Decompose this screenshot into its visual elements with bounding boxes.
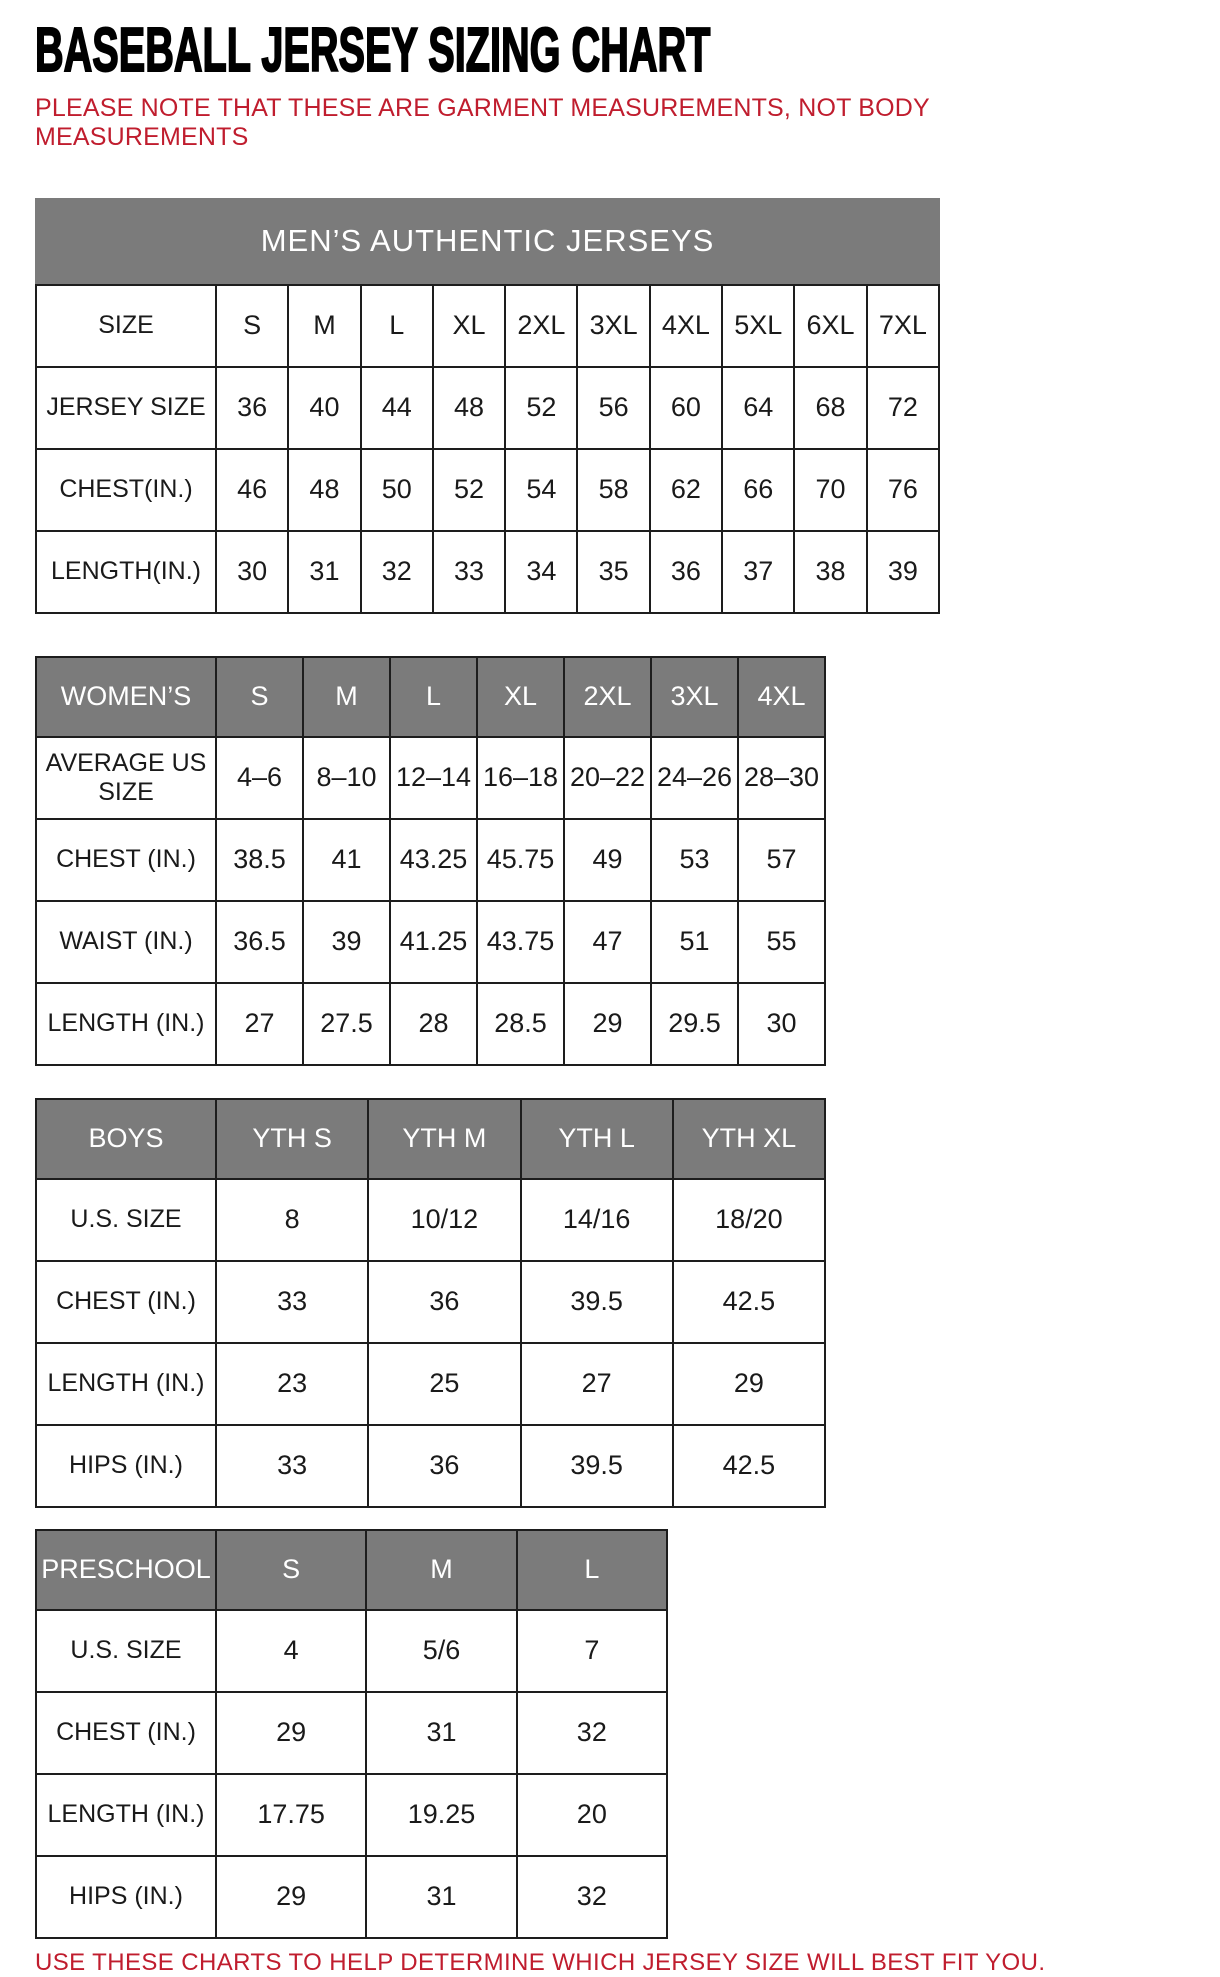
- value-cell: 28.5: [477, 983, 564, 1065]
- preschool-row: [36, 1692, 667, 1774]
- row-label: LENGTH (IN.): [36, 1774, 216, 1856]
- row-label: CHEST (IN.): [36, 1692, 216, 1774]
- value-cell: 8: [216, 1179, 368, 1261]
- value-cell: 43.25: [390, 819, 477, 901]
- row-label: AVERAGE US SIZE: [36, 737, 216, 819]
- value-cell: 24–26: [651, 737, 738, 819]
- value-cell: 25: [368, 1343, 520, 1425]
- value-cell: 4–6: [216, 737, 303, 819]
- preschool-row: [36, 1856, 667, 1938]
- boys-header-label: BOYS: [36, 1099, 216, 1179]
- value-cell: 35: [577, 531, 649, 613]
- value-cell: 38.5: [216, 819, 303, 901]
- value-cell: 52: [505, 367, 577, 449]
- value-cell: 32: [361, 531, 433, 613]
- column-header: M: [366, 1530, 516, 1610]
- mens-row: [36, 285, 939, 367]
- column-header: M: [303, 657, 390, 737]
- preschool-grid: [35, 1529, 668, 1939]
- value-cell: 56: [577, 367, 649, 449]
- value-cell: 42.5: [673, 1261, 825, 1343]
- row-label: U.S. SIZE: [36, 1179, 216, 1261]
- womens-jerseys-table: [35, 656, 826, 1066]
- value-cell: 14/16: [521, 1179, 673, 1261]
- row-label: SIZE: [36, 285, 216, 367]
- value-cell: 45.75: [477, 819, 564, 901]
- value-cell: 4XL: [650, 285, 722, 367]
- womens-row: [36, 901, 825, 983]
- row-label: WAIST (IN.): [36, 901, 216, 983]
- value-cell: 27.5: [303, 983, 390, 1065]
- value-cell: 32: [517, 1856, 667, 1938]
- value-cell: 39.5: [521, 1261, 673, 1343]
- value-cell: M: [288, 285, 360, 367]
- value-cell: 20–22: [564, 737, 651, 819]
- womens-grid: [35, 656, 826, 1066]
- value-cell: 52: [433, 449, 505, 531]
- column-header: 3XL: [651, 657, 738, 737]
- value-cell: 16–18: [477, 737, 564, 819]
- mens-row: [36, 531, 939, 613]
- value-cell: 31: [366, 1692, 516, 1774]
- row-label: CHEST (IN.): [36, 1261, 216, 1343]
- column-header: YTH L: [521, 1099, 673, 1179]
- value-cell: 48: [433, 367, 505, 449]
- value-cell: 70: [794, 449, 866, 531]
- value-cell: 66: [722, 449, 794, 531]
- value-cell: 53: [651, 819, 738, 901]
- value-cell: 39.5: [521, 1425, 673, 1507]
- value-cell: 42.5: [673, 1425, 825, 1507]
- value-cell: 27: [521, 1343, 673, 1425]
- value-cell: 54: [505, 449, 577, 531]
- boys-grid: [35, 1098, 826, 1508]
- value-cell: 32: [517, 1692, 667, 1774]
- value-cell: 58: [577, 449, 649, 531]
- row-label: HIPS (IN.): [36, 1425, 216, 1507]
- womens-row: [36, 983, 825, 1065]
- column-header: L: [390, 657, 477, 737]
- value-cell: 4: [216, 1610, 366, 1692]
- value-cell: 6XL: [794, 285, 866, 367]
- value-cell: 40: [288, 367, 360, 449]
- value-cell: 7XL: [867, 285, 939, 367]
- row-label: LENGTH (IN.): [36, 983, 216, 1065]
- value-cell: 62: [650, 449, 722, 531]
- value-cell: 72: [867, 367, 939, 449]
- value-cell: 20: [517, 1774, 667, 1856]
- value-cell: 29.5: [651, 983, 738, 1065]
- value-cell: L: [361, 285, 433, 367]
- mens-grid: [35, 284, 940, 614]
- value-cell: 48: [288, 449, 360, 531]
- row-label: CHEST(IN.): [36, 449, 216, 531]
- column-header: 4XL: [738, 657, 825, 737]
- value-cell: 60: [650, 367, 722, 449]
- value-cell: 57: [738, 819, 825, 901]
- value-cell: 50: [361, 449, 433, 531]
- column-header: 2XL: [564, 657, 651, 737]
- value-cell: 29: [216, 1856, 366, 1938]
- value-cell: 55: [738, 901, 825, 983]
- value-cell: 37: [722, 531, 794, 613]
- value-cell: 30: [738, 983, 825, 1065]
- footer-note: USE THESE CHARTS TO HELP DETERMINE WHICH JERSEY SIZE WILL BEST FIT YOU.: [35, 1948, 1046, 1976]
- value-cell: 18/20: [673, 1179, 825, 1261]
- value-cell: 76: [867, 449, 939, 531]
- mens-banner: MEN’S AUTHENTIC JERSEYS: [35, 198, 940, 284]
- value-cell: 49: [564, 819, 651, 901]
- page-title: BASEBALL JERSEY SIZING CHART: [35, 16, 711, 85]
- value-cell: 29: [216, 1692, 366, 1774]
- value-cell: 19.25: [366, 1774, 516, 1856]
- value-cell: 7: [517, 1610, 667, 1692]
- value-cell: 2XL: [505, 285, 577, 367]
- value-cell: 36: [650, 531, 722, 613]
- row-label: JERSEY SIZE: [36, 367, 216, 449]
- value-cell: 31: [366, 1856, 516, 1938]
- value-cell: 36: [368, 1425, 520, 1507]
- column-header: S: [216, 657, 303, 737]
- boys-row: [36, 1343, 825, 1425]
- womens-header-label: WOMEN’S: [36, 657, 216, 737]
- value-cell: 51: [651, 901, 738, 983]
- row-label: U.S. SIZE: [36, 1610, 216, 1692]
- value-cell: 12–14: [390, 737, 477, 819]
- value-cell: 36: [216, 367, 288, 449]
- value-cell: XL: [433, 285, 505, 367]
- mens-row: [36, 449, 939, 531]
- preschool-row: [36, 1610, 667, 1692]
- value-cell: 47: [564, 901, 651, 983]
- womens-row: [36, 819, 825, 901]
- value-cell: 30: [216, 531, 288, 613]
- value-cell: 3XL: [577, 285, 649, 367]
- value-cell: 39: [867, 531, 939, 613]
- value-cell: 5/6: [366, 1610, 516, 1692]
- preschool-header-label: PRESCHOOL: [36, 1530, 216, 1610]
- value-cell: 41.25: [390, 901, 477, 983]
- value-cell: 28: [390, 983, 477, 1065]
- boys-header-row: [36, 1099, 825, 1179]
- value-cell: 68: [794, 367, 866, 449]
- value-cell: 8–10: [303, 737, 390, 819]
- column-header: S: [216, 1530, 366, 1610]
- value-cell: 44: [361, 367, 433, 449]
- value-cell: 34: [505, 531, 577, 613]
- value-cell: 36: [368, 1261, 520, 1343]
- value-cell: 33: [216, 1261, 368, 1343]
- column-header: YTH S: [216, 1099, 368, 1179]
- value-cell: 23: [216, 1343, 368, 1425]
- measurement-note: PLEASE NOTE THAT THESE ARE GARMENT MEASUREMENTS, NOT BODY MEASUREMENTS: [35, 94, 930, 151]
- boys-row: [36, 1179, 825, 1261]
- boys-jerseys-table: [35, 1098, 826, 1508]
- row-label: LENGTH (IN.): [36, 1343, 216, 1425]
- row-label: HIPS (IN.): [36, 1856, 216, 1938]
- value-cell: 10/12: [368, 1179, 520, 1261]
- preschool-row: [36, 1774, 667, 1856]
- value-cell: 27: [216, 983, 303, 1065]
- value-cell: 33: [433, 531, 505, 613]
- row-label: CHEST (IN.): [36, 819, 216, 901]
- value-cell: 33: [216, 1425, 368, 1507]
- womens-header-row: [36, 657, 825, 737]
- value-cell: 64: [722, 367, 794, 449]
- mens-row: [36, 367, 939, 449]
- value-cell: 29: [673, 1343, 825, 1425]
- value-cell: 31: [288, 531, 360, 613]
- value-cell: 36.5: [216, 901, 303, 983]
- value-cell: 41: [303, 819, 390, 901]
- value-cell: 5XL: [722, 285, 794, 367]
- preschool-header-row: [36, 1530, 667, 1610]
- value-cell: 39: [303, 901, 390, 983]
- value-cell: S: [216, 285, 288, 367]
- boys-row: [36, 1425, 825, 1507]
- preschool-jerseys-table: [35, 1529, 668, 1939]
- mens-jerseys-table: [35, 198, 940, 614]
- column-header: YTH XL: [673, 1099, 825, 1179]
- row-label: LENGTH(IN.): [36, 531, 216, 613]
- value-cell: 38: [794, 531, 866, 613]
- column-header: YTH M: [368, 1099, 520, 1179]
- value-cell: 28–30: [738, 737, 825, 819]
- column-header: L: [517, 1530, 667, 1610]
- value-cell: 17.75: [216, 1774, 366, 1856]
- column-header: XL: [477, 657, 564, 737]
- womens-row: [36, 737, 825, 819]
- value-cell: 29: [564, 983, 651, 1065]
- value-cell: 43.75: [477, 901, 564, 983]
- boys-row: [36, 1261, 825, 1343]
- value-cell: 46: [216, 449, 288, 531]
